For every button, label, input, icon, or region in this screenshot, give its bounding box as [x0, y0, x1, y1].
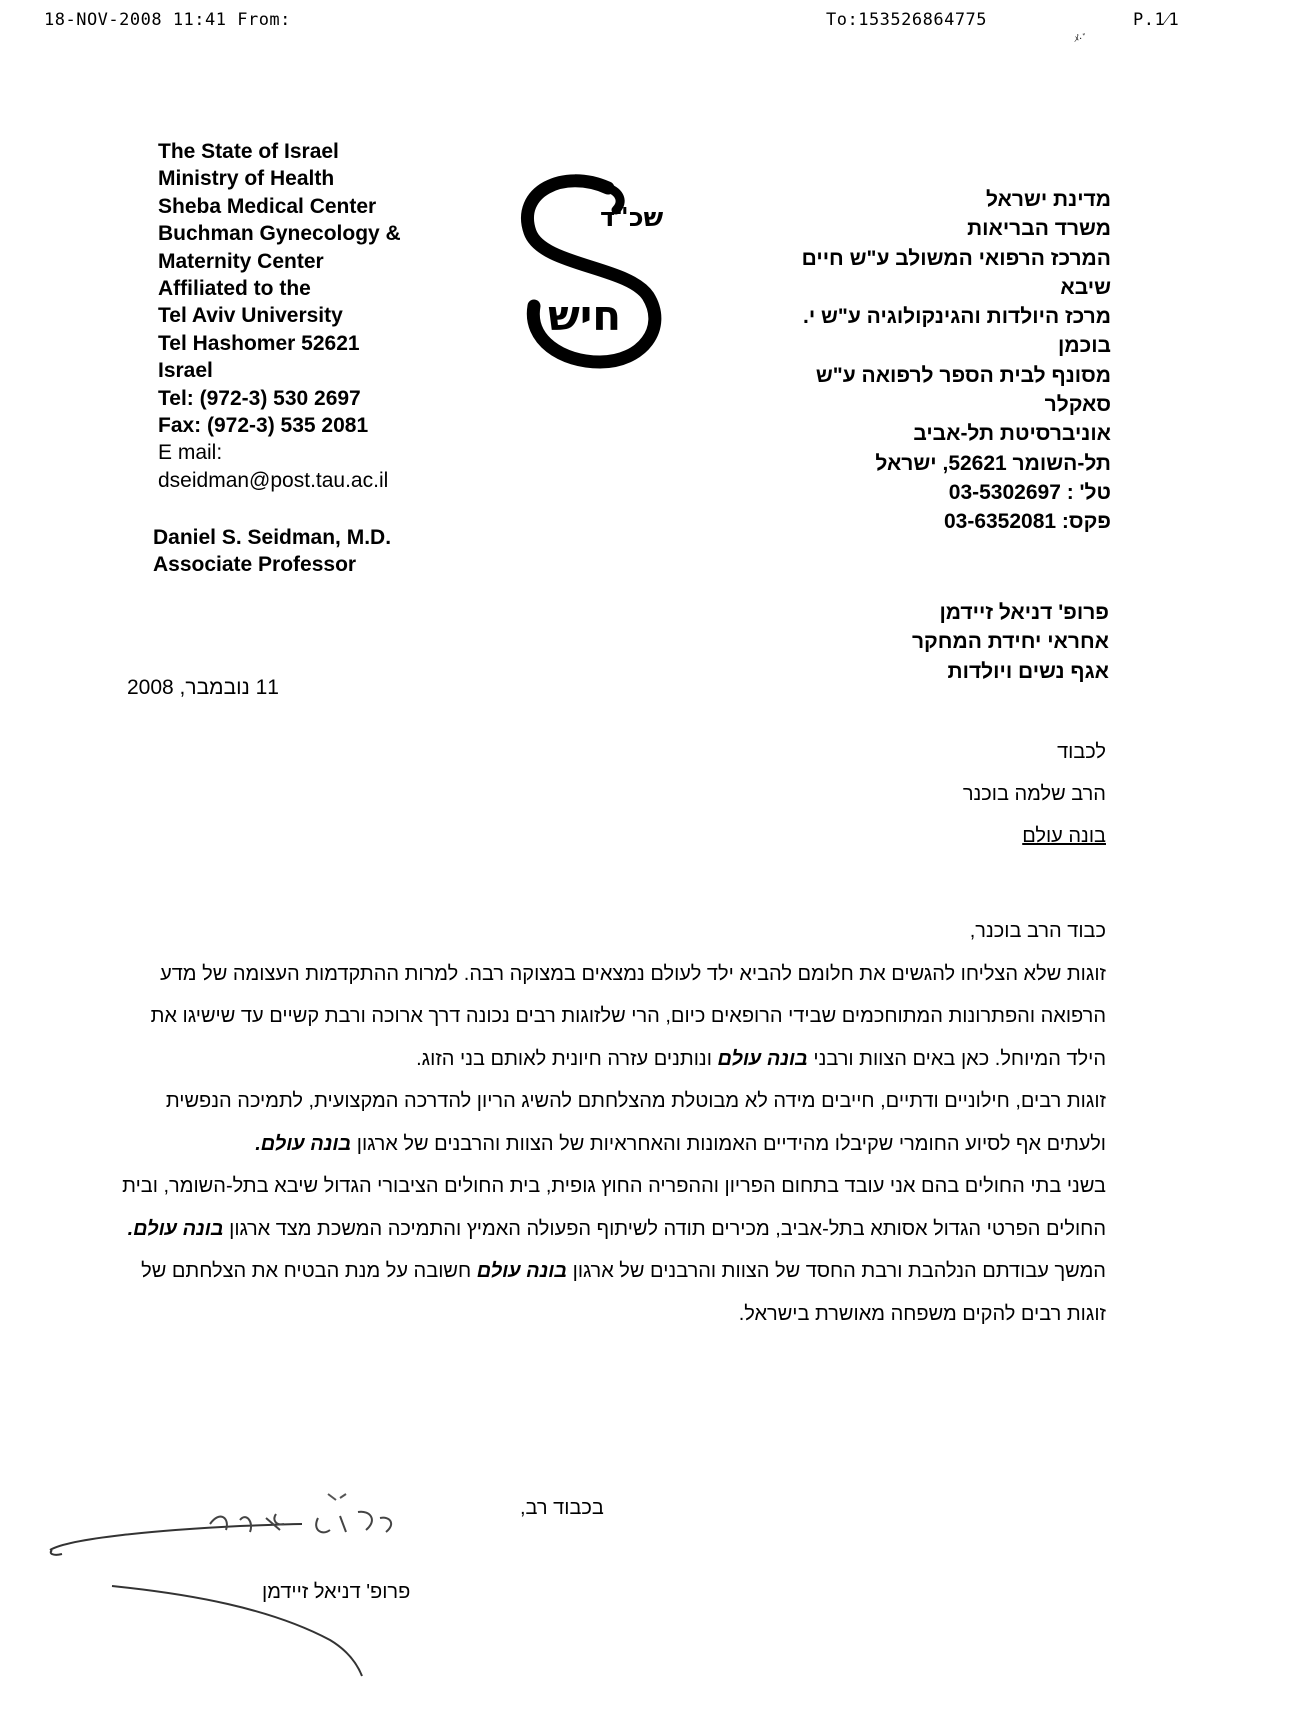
serpent-s-logo-icon [508, 170, 698, 370]
en-signer-name: Daniel S. Seidman, M.D. [153, 526, 392, 549]
letter-date: 11 נובמבר, 2008 [127, 676, 279, 699]
he-prof-dept: אגף נשים ויולדות [947, 659, 1109, 683]
he-line-2: המרכז הרפואי המשולב ע"ש חיים [801, 246, 1111, 270]
recipient-to: לכבוד [1057, 741, 1106, 763]
signature-name: פרופ' דניאל זיידמן [262, 1581, 411, 1603]
he-line-5: בוכמן [1058, 334, 1111, 358]
logo-letters-bottom: חיש [548, 291, 622, 340]
he-line-3: שיבא [1060, 275, 1111, 299]
en-line-center: Sheba Medical Center [158, 194, 377, 218]
letter-closing: בכבוד רב, [520, 1497, 604, 1519]
en-line-buchman: Buchman Gynecology & [158, 222, 401, 246]
recipient-name: הרב שלמה בוכנר [962, 783, 1106, 805]
paragraph-1 [118, 953, 1106, 1081]
fax-header-page: P.1⁄1 [1133, 10, 1180, 30]
en-line-university: Tel Aviv University [158, 304, 343, 328]
fax-mark: ﾒ·ﾞ [1074, 34, 1088, 45]
he-line-0: מדינת ישראל [985, 188, 1111, 211]
paragraph-3-text: בשני בתי החולים בהם אני עובד בתחום הפריון וההפריה החוץ גופית, בית החולים הציבורי הגדול שיבא בתל-השומר, ובית החולים הפרטי הגדול אסותא בתל-אביב, מכירים תודה לשיתוף הפעולה האמיץ והתמיכה המשכת מצד ארגון [122, 1175, 1106, 1240]
en-line-ministry: Ministry of Health [158, 167, 335, 191]
en-line-state: The State of Israel [158, 140, 339, 163]
en-signer-title: Associate Professor [153, 553, 357, 577]
en-line-maternity: Maternity Center [158, 249, 324, 273]
he-line-11: פקס: 03-6352081 [943, 510, 1111, 534]
paragraph-1-text: זוגות שלא הצליחו להגשים את חלומם להביא ילד לעולם נמצאים במצוקה רבה. למרות ההתקדמות העצומה של מדע הרפואה והפתרונות המתוחכמים שבידי הרופאים כיום, הרי שלזוגות רבים נכונה דרך ארוכה ורבת קשיים עד שישיגו את הילד המיוחל. כאן באים הצוות ורבני [150, 962, 1106, 1070]
en-email: dseidman@post.tau.ac.il [158, 468, 389, 492]
english-signer [153, 524, 483, 579]
paragraph-4-end: חשובה על מנת הבטיח את הצלחתם של זוגות רבים להקים משפחה מאושרת בישראל. [141, 1260, 1106, 1325]
paragraph-1-org: בונה עולם [717, 1047, 808, 1070]
en-line-affiliated: Affiliated to the [158, 277, 311, 301]
he-prof-role: אחראי יחידת המחקר [911, 630, 1109, 654]
letter-salutation: כבוד הרב בוכנר, [969, 920, 1106, 942]
he-line-7: סאקלר [1044, 393, 1111, 417]
he-line-10: טל' : 03-5302697 [948, 480, 1111, 504]
paragraph-3 [118, 1165, 1106, 1250]
paragraph-2 [118, 1080, 1106, 1165]
he-line-6: מסונף לבית הספר לרפואה ע"ש [815, 363, 1111, 387]
paragraph-4 [118, 1250, 1106, 1335]
en-line-address: Tel Hashomer 52621 [158, 331, 360, 355]
paragraph-2-text: זוגות רבים, חילוניים ודתיים, חייבים מידה לא מבוטלת מהצלחתם להשיג הריון להדרכה המקצועית, לתמיכה הנפשית ולעתים אף לסיוע החומרי שקיבלו מהידיים האמונות והאחראיות של הצוות והרבנים של ארגון [165, 1090, 1106, 1155]
paragraph-4-org: בונה עולם [476, 1260, 568, 1282]
letterhead-hebrew [691, 185, 1111, 537]
paragraph-2-org: בונה עולם. [255, 1132, 352, 1155]
he-prof-name: פרופ' דניאל זיידמן [939, 601, 1109, 624]
hebrew-prof-block [689, 598, 1109, 686]
paragraph-3-org: בונה עולם. [127, 1217, 224, 1240]
en-line-tel: Tel: (972-3) 530 2697 [158, 386, 361, 410]
recipient-org: בונה עולם [1022, 825, 1106, 847]
he-line-4: מרכז היולדות והגינקולוגיה ע"ש י. [802, 305, 1111, 329]
fax-header-from: 18-NOV-2008 11:41 From: [44, 10, 291, 30]
en-line-fax: Fax: (972-3) 535 2081 [158, 414, 369, 438]
fax-header-to: To:153526864775 [826, 10, 988, 30]
letterhead-english [158, 138, 488, 494]
letter-body [118, 910, 1106, 1335]
paragraph-1-end: ונותנים עזרה חיונית לאותם בני הזוג. [416, 1047, 712, 1070]
en-email-label: E mail: [158, 441, 223, 465]
logo-letters-top: שכ"ד [600, 203, 664, 233]
he-line-9: תל-השומר 52621, ישראל [875, 451, 1111, 475]
paragraph-4-text: המשך עבודתם הנלהבת ורבת החסד של הצוות והרבנים של ארגון [572, 1260, 1106, 1282]
handwritten-signature-icon [40, 1490, 480, 1690]
he-line-8: אוניברסיטת תל-אביב [913, 422, 1111, 446]
he-line-1: משרד הבריאות [967, 217, 1111, 241]
en-line-country: Israel [158, 359, 213, 383]
